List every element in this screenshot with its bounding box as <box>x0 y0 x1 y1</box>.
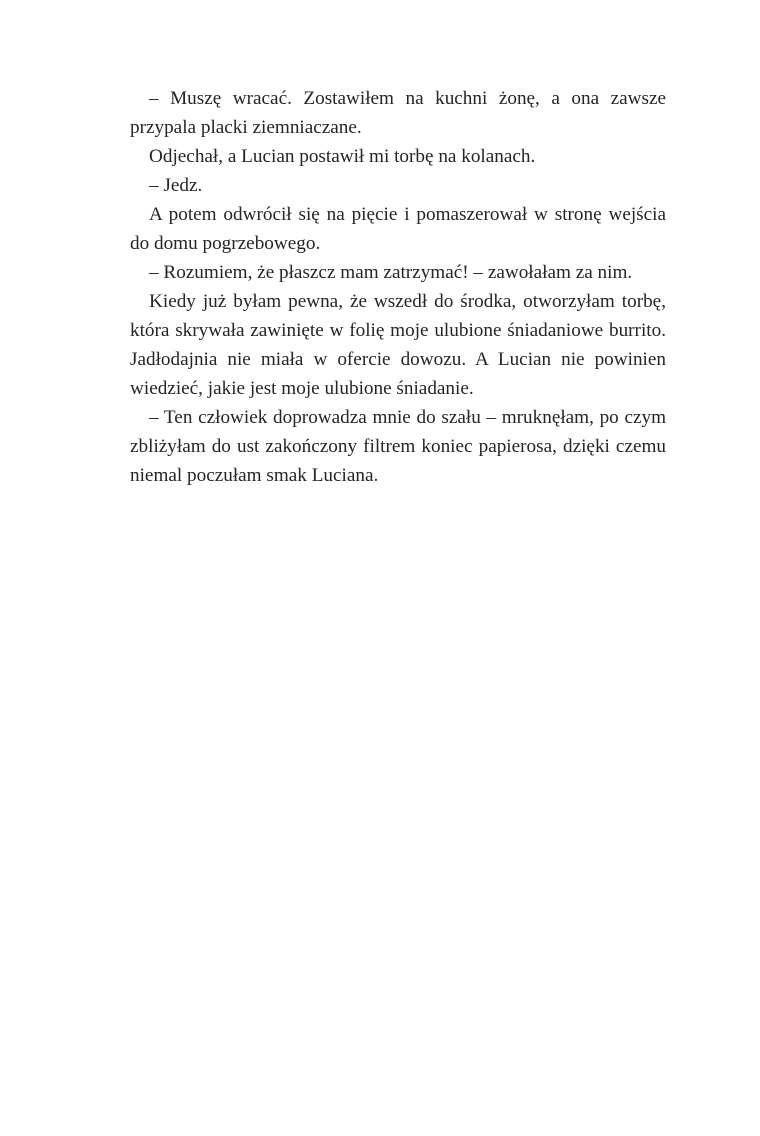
paragraph: – Muszę wracać. Zostawiłem na kuchni żonę, a ona zawsze przypala placki ziemniaczane. <box>130 88 666 138</box>
paragraph: – Ten człowiek doprowadza mnie do szału – mruknęłam, po czym zbliżyłam do ust zakończony filtrem koniec papierosa, dzięki czemu niemal poczułam smak Luciana. <box>130 407 666 486</box>
paragraph: A potem odwrócił się na pięcie i pomaszerował w stronę wejścia do domu pogrzebowego. <box>130 204 666 254</box>
page-text-block <box>130 84 666 490</box>
paragraph: Kiedy już byłam pewna, że wszedł do środka, otworzyłam torbę, która skrywała zawinięte w folię moje ulubione śniadaniowe burrito. Jadłodajnia nie miała w ofercie dowozu. A Lucian nie powinien wiedzieć, jakie jest moje ulubione śniadanie. <box>130 291 666 399</box>
paragraph: – Rozumiem, że płaszcz mam zatrzymać! – zawołałam za nim. <box>149 262 633 283</box>
paragraph: – Jedz. <box>149 175 203 196</box>
paragraph: Odjechał, a Lucian postawił mi torbę na kolanach. <box>149 146 536 167</box>
